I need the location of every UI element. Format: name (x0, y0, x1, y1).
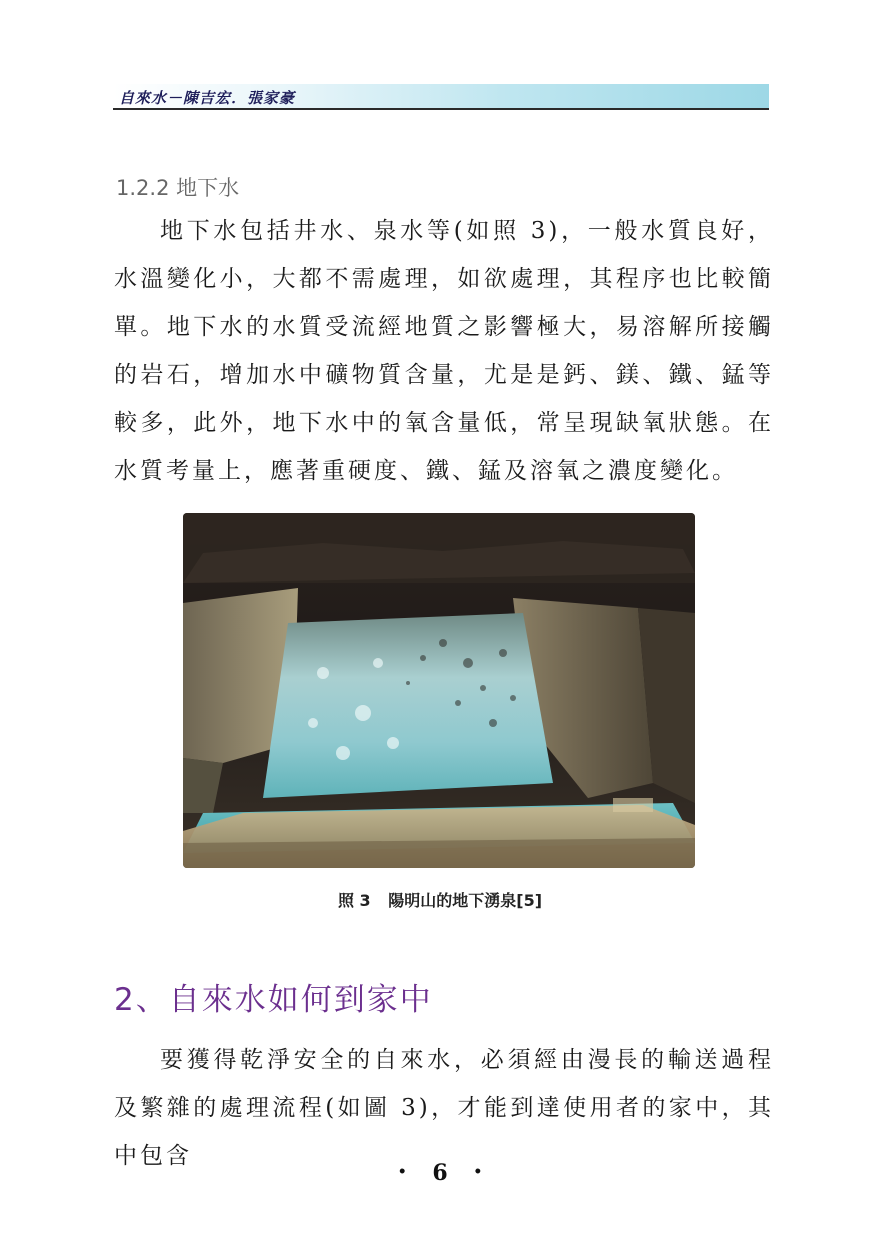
photo-caption-text: 陽明山的地下湧泉[5] (388, 891, 543, 910)
photo-caption (0, 888, 880, 911)
page-number: 6 (432, 1160, 448, 1186)
page-footer (0, 1160, 880, 1186)
body-paragraph-water-delivery: 要獲得乾淨安全的自來水，必須經由漫長的輸送過程及繁雜的處理流程(如圖 3)，才能到達使用者的家中，其中包含 (114, 1047, 774, 1169)
body-paragraph-groundwater: 地下水包括井水、泉水等(如照 3)，一般水質良好，水溫變化小，大都不需處理，如欲處理，其程序也比較簡單。地下水的水質受流經地質之影響極大，易溶解所接觸的岩石，增加水中礦物質含量，尤是是鈣、鎂、鐵、錳等較多，此外，地下水中的氧含量低，常呈現缺氧狀態。在水質考量上，應著重硬度、鐵、錳及溶氧之濃度變化。 (114, 218, 774, 484)
groundwater-spring-photo (183, 513, 695, 868)
running-header-title: 自來水－陳吉宏．張家豪 (119, 89, 296, 107)
section-heading: 2、自來水如何到家中 (114, 982, 433, 1018)
photo-caption-label: 照 3 (337, 891, 371, 910)
subsection-title: 1.2.2 地下水 (116, 176, 240, 200)
footer-ornament-left-icon: • (397, 1164, 407, 1180)
footer-ornament-right-icon: • (473, 1164, 483, 1180)
running-header (113, 84, 769, 110)
